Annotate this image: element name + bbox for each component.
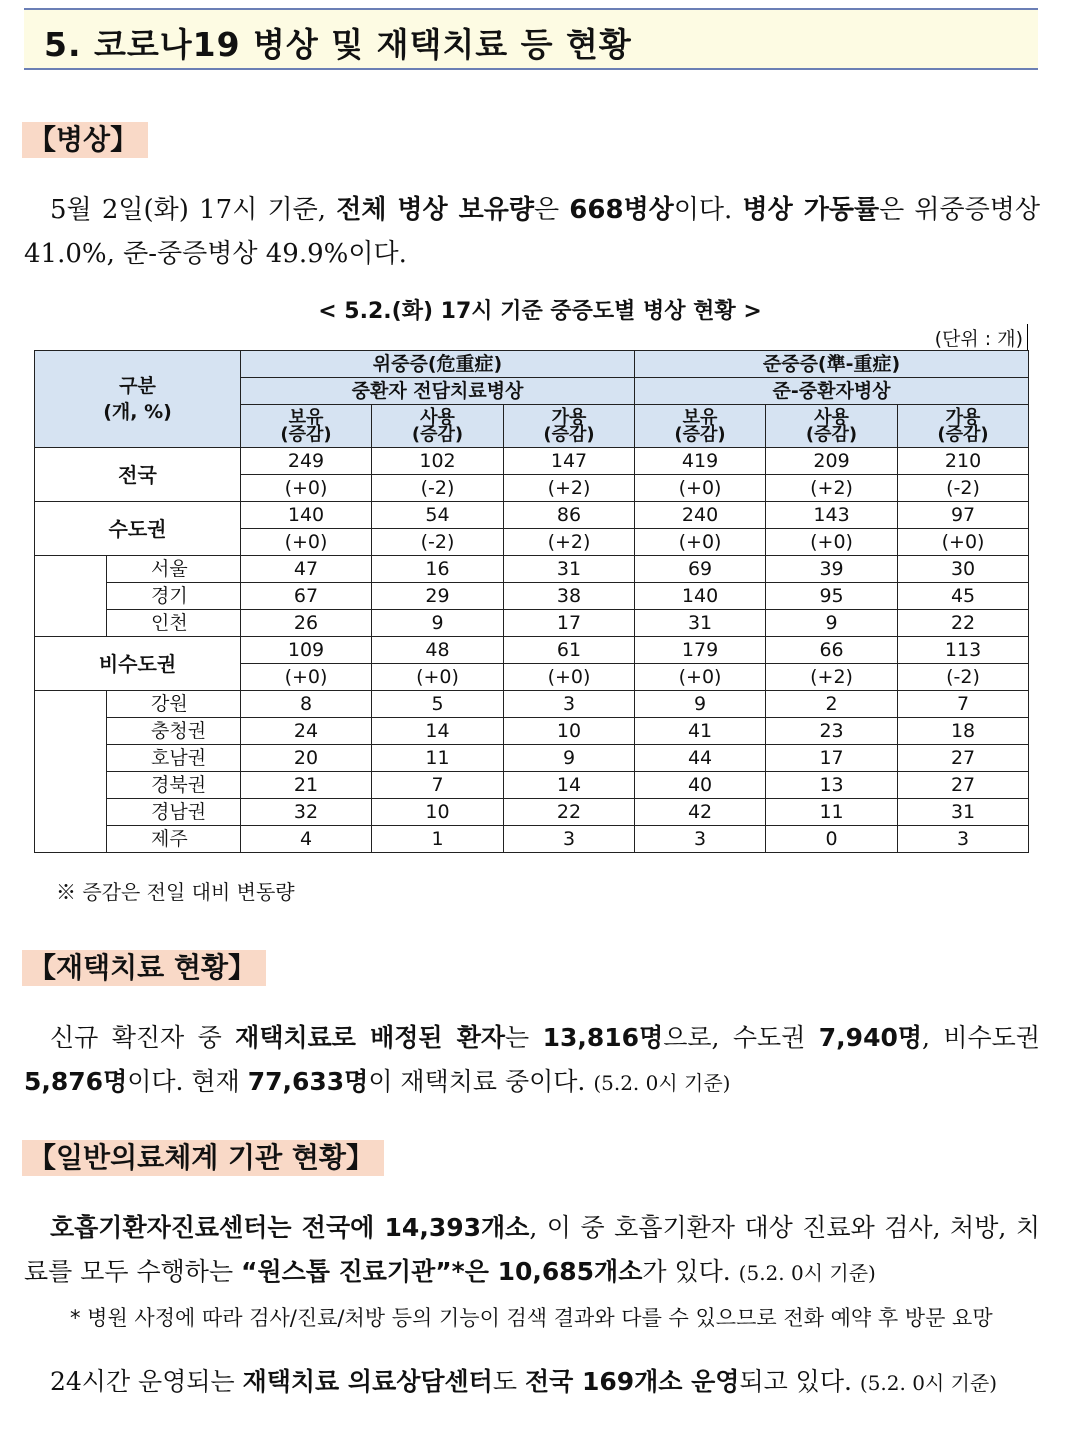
column-change-label: (증감) — [805, 424, 858, 445]
value-cell: 9 — [766, 610, 898, 637]
value-cell: 9 — [504, 745, 635, 772]
value-cell: 39 — [766, 556, 898, 583]
value-cell: 147 — [504, 448, 635, 475]
value-cell: 54 — [372, 502, 504, 529]
bold-run: 7,940명 — [818, 1023, 923, 1052]
value-cell: 26 — [241, 610, 372, 637]
value-cell: 11 — [372, 745, 504, 772]
value-cell: 29 — [372, 583, 504, 610]
subgroup-header-critical: 중환자 전담치료병상 — [241, 378, 635, 405]
value-cell: 7 — [898, 691, 1029, 718]
table-row — [35, 583, 1029, 610]
value-cell: 61 — [504, 637, 635, 664]
table-note: ※ 증감은 전일 대비 변동량 — [56, 880, 295, 904]
bold-run: 재택치료 의료상담센터 — [242, 1367, 493, 1396]
value-cell: 20 — [241, 745, 372, 772]
sub-region-label: 서울 — [107, 556, 241, 583]
sub-region-label: 호남권 — [107, 745, 241, 772]
region-label: 비수도권 — [35, 637, 241, 691]
value-cell: 419 — [635, 448, 766, 475]
text-run: 은 위중증병상 41.0%, 준-중증병상 49.9%이다. — [24, 195, 1040, 269]
corner-unit: (개, %) — [103, 401, 172, 423]
table-row — [35, 502, 1029, 529]
column-header — [504, 405, 635, 448]
value-cell: 41 — [635, 718, 766, 745]
value-cell: 210 — [898, 448, 1029, 475]
clinic-paragraph — [24, 1206, 1040, 1295]
sub-region-label: 충청권 — [107, 718, 241, 745]
value-cell: 11 — [766, 799, 898, 826]
section-title-bar — [24, 8, 1038, 70]
value-cell: 209 — [766, 448, 898, 475]
value-cell: 0 — [766, 826, 898, 853]
table-row — [35, 772, 1029, 799]
table-row — [35, 556, 1029, 583]
change-cell: (-2) — [898, 475, 1029, 502]
value-cell: 21 — [241, 772, 372, 799]
value-cell: 4 — [241, 826, 372, 853]
value-cell: 14 — [372, 718, 504, 745]
value-cell: 47 — [241, 556, 372, 583]
change-cell: (+2) — [766, 664, 898, 691]
column-change-label: (증감) — [937, 424, 989, 445]
column-label: 보유 — [682, 407, 718, 428]
change-cell: (+0) — [372, 664, 504, 691]
home-treatment-heading: 【재택치료 현황】 — [22, 950, 266, 986]
bold-run: 전국 169개소 운영 — [524, 1367, 740, 1396]
value-cell: 40 — [635, 772, 766, 799]
value-cell: 102 — [372, 448, 504, 475]
value-cell: 45 — [898, 583, 1029, 610]
table-row — [35, 718, 1029, 745]
change-cell: (-2) — [372, 475, 504, 502]
value-cell: 18 — [898, 718, 1029, 745]
indent-cell — [35, 691, 107, 853]
table-row — [35, 448, 1029, 475]
value-cell: 38 — [504, 583, 635, 610]
sub-region-label: 인천 — [107, 610, 241, 637]
text-run: , 이 중 호흡기환자 대상 진료와 검사, 처방, 치료를 모두 수행하는 — [24, 1213, 1040, 1286]
change-cell: (+0) — [898, 529, 1029, 556]
column-header — [898, 405, 1029, 448]
text-run: 신규 확진자 중 — [50, 1023, 236, 1052]
value-cell: 66 — [766, 637, 898, 664]
value-cell: 14 — [504, 772, 635, 799]
value-cell: 95 — [766, 583, 898, 610]
value-cell: 27 — [898, 745, 1029, 772]
table-row — [35, 826, 1029, 853]
value-cell: 179 — [635, 637, 766, 664]
table-row — [35, 691, 1029, 718]
bold-run: 재택치료로 배정된 환자 — [235, 1023, 506, 1052]
subgroup-header-semi-critical: 준-중환자병상 — [635, 378, 1029, 405]
bed-status-table — [34, 350, 1029, 853]
group-header-critical: 위중증(危重症) — [241, 351, 635, 378]
value-cell: 31 — [635, 610, 766, 637]
bold-run: 13,816명 — [542, 1023, 664, 1052]
value-cell: 16 — [372, 556, 504, 583]
region-label: 수도권 — [35, 502, 241, 556]
clinic-footnote: * 병원 사정에 따라 검사/진료/처방 등의 기능이 검색 결과와 다를 수 있으므로 전화 예약 후 방문 요망 — [70, 1306, 993, 1330]
text-run: 이다. 현재 — [127, 1067, 248, 1096]
corner-label: 구분 — [119, 375, 156, 397]
change-cell: (+0) — [241, 529, 372, 556]
value-cell: 86 — [504, 502, 635, 529]
column-label: 가용 — [551, 407, 587, 428]
column-label: 사용 — [420, 407, 455, 428]
value-cell: 31 — [504, 556, 635, 583]
column-label: 사용 — [814, 407, 849, 428]
text-run: 는 — [505, 1023, 543, 1052]
column-header — [766, 405, 898, 448]
bed-paragraph — [24, 188, 1040, 276]
value-cell: 109 — [241, 637, 372, 664]
basis-note: (5.2. 0시 기준) — [738, 1261, 876, 1285]
bold-run: 77,633명 — [247, 1067, 369, 1096]
sub-region-label: 제주 — [107, 826, 241, 853]
value-cell: 9 — [372, 610, 504, 637]
value-cell: 22 — [504, 799, 635, 826]
value-cell: 13 — [766, 772, 898, 799]
sub-region-label: 경남권 — [107, 799, 241, 826]
value-cell: 32 — [241, 799, 372, 826]
table-unit: (단위 : 개) — [935, 324, 1028, 351]
value-cell: 44 — [635, 745, 766, 772]
column-header — [635, 405, 766, 448]
indent-cell — [35, 556, 107, 637]
change-cell: (-2) — [372, 529, 504, 556]
value-cell: 9 — [635, 691, 766, 718]
basis-note: (5.2. 0시 기준) — [859, 1371, 998, 1395]
value-cell: 3 — [504, 826, 635, 853]
column-header — [372, 405, 504, 448]
value-cell: 10 — [504, 718, 635, 745]
value-cell: 67 — [241, 583, 372, 610]
value-cell: 17 — [766, 745, 898, 772]
change-cell: (+0) — [504, 664, 635, 691]
bold-run: 병상 가동률 — [742, 195, 880, 225]
table-row — [35, 637, 1029, 664]
change-cell: (+2) — [504, 475, 635, 502]
value-cell: 7 — [372, 772, 504, 799]
value-cell: 23 — [766, 718, 898, 745]
column-label: 가용 — [945, 407, 981, 428]
text-run: 가 있다. — [642, 1257, 739, 1286]
bold-run: 5,876명 — [24, 1067, 128, 1096]
column-change-label: (증감) — [411, 424, 464, 445]
counseling-center-paragraph — [24, 1360, 1040, 1405]
bed-heading: 【병상】 — [22, 122, 148, 158]
change-cell: (+0) — [766, 529, 898, 556]
value-cell: 113 — [898, 637, 1029, 664]
text-run: 으로, 수도권 — [663, 1023, 819, 1052]
value-cell: 17 — [504, 610, 635, 637]
text-run: 이다. — [673, 195, 743, 225]
change-cell: (-2) — [898, 664, 1029, 691]
table-row — [35, 799, 1029, 826]
clinic-heading: 【일반의료체계 기관 현황】 — [22, 1140, 384, 1176]
change-cell: (+0) — [635, 529, 766, 556]
value-cell: 2 — [766, 691, 898, 718]
table-corner-header — [35, 351, 241, 448]
table-row — [35, 745, 1029, 772]
change-cell: (+0) — [635, 664, 766, 691]
value-cell: 27 — [898, 772, 1029, 799]
value-cell: 30 — [898, 556, 1029, 583]
value-cell: 97 — [898, 502, 1029, 529]
change-cell: (+0) — [241, 475, 372, 502]
change-cell: (+2) — [766, 475, 898, 502]
value-cell: 10 — [372, 799, 504, 826]
value-cell: 140 — [635, 583, 766, 610]
value-cell: 42 — [635, 799, 766, 826]
value-cell: 48 — [372, 637, 504, 664]
text-run: 이 재택치료 중이다. — [368, 1067, 594, 1096]
region-label: 전국 — [35, 448, 241, 502]
value-cell: 69 — [635, 556, 766, 583]
sub-region-label: 강원 — [107, 691, 241, 718]
value-cell: 240 — [635, 502, 766, 529]
value-cell: 3 — [635, 826, 766, 853]
column-label: 보유 — [288, 407, 324, 428]
value-cell: 5 — [372, 691, 504, 718]
value-cell: 3 — [898, 826, 1029, 853]
table-caption: < 5.2.(화) 17시 기준 중증도별 병상 현황 > — [318, 299, 762, 324]
text-run: 5월 2일(화) 17시 기준, — [50, 195, 337, 225]
value-cell: 3 — [504, 691, 635, 718]
bold-run: “원스톱 진료기관”*은 10,685개소 — [241, 1257, 643, 1286]
text-run: 24시간 운영되는 — [50, 1367, 243, 1396]
text-run: 되고 있다. — [739, 1367, 860, 1396]
value-cell: 143 — [766, 502, 898, 529]
bold-run: 668병상 — [569, 195, 674, 225]
value-cell: 1 — [372, 826, 504, 853]
change-cell: (+0) — [241, 664, 372, 691]
column-change-label: (증감) — [280, 424, 332, 445]
value-cell: 140 — [241, 502, 372, 529]
value-cell: 8 — [241, 691, 372, 718]
bold-run: 호흡기환자진료센터는 전국에 14,393개소 — [50, 1213, 530, 1242]
bed-table-body — [35, 448, 1029, 853]
home-treatment-paragraph — [24, 1016, 1040, 1105]
text-run: 은 — [533, 195, 570, 225]
column-header — [241, 405, 372, 448]
group-header-semi-critical: 준중증(準-重症) — [635, 351, 1029, 378]
text-run: , 비수도권 — [922, 1023, 1040, 1052]
value-cell: 31 — [898, 799, 1029, 826]
bold-run: 전체 병상 보유량 — [336, 195, 534, 225]
value-cell: 22 — [898, 610, 1029, 637]
basis-note: (5.2. 0시 기준) — [593, 1071, 731, 1095]
section-title: 5. 코로나19 병상 및 재택치료 등 현황 — [44, 25, 632, 64]
change-cell: (+0) — [635, 475, 766, 502]
value-cell: 249 — [241, 448, 372, 475]
value-cell: 24 — [241, 718, 372, 745]
column-change-label: (증감) — [674, 424, 726, 445]
text-run: 도 — [492, 1367, 525, 1396]
sub-region-label: 경북권 — [107, 772, 241, 799]
column-change-label: (증감) — [543, 424, 595, 445]
change-cell: (+2) — [504, 529, 635, 556]
sub-region-label: 경기 — [107, 583, 241, 610]
table-row — [35, 610, 1029, 637]
